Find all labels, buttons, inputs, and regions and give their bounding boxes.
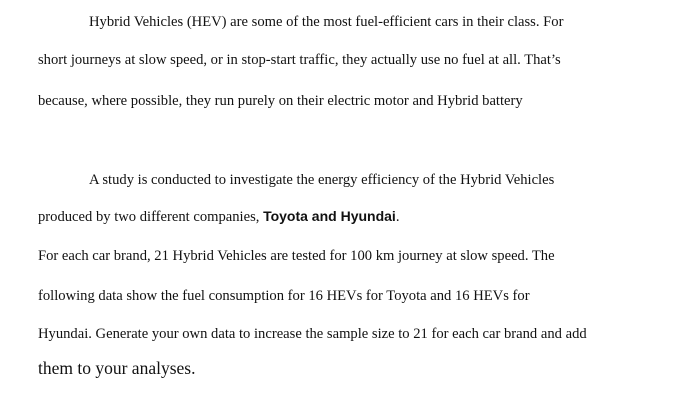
paragraph-1-line-1: Hybrid Vehicles (HEV) are some of the most fuel-efficient cars in their class. For	[89, 14, 564, 30]
paragraph-1-line-2: short journeys at slow speed, or in stop-start traffic, they actually use no fuel at all. That’s	[38, 52, 561, 68]
paragraph-3-line-3: Hyundai. Generate your own data to increase the sample size to 21 for each car brand and add	[38, 326, 587, 342]
paragraph-2-line-2-suffix: .	[395, 209, 400, 225]
paragraph-3-line-1: For each car brand, 21 Hybrid Vehicles are tested for 100 km journey at slow speed. The	[38, 248, 555, 264]
paragraph-3-line-4: them to your analyses.	[38, 358, 196, 378]
paragraph-1-line-3: because, where possible, they run purely on their electric motor and Hybrid battery	[38, 93, 523, 109]
company-names-emphasis: Toyota and Hyundai	[263, 208, 396, 224]
paragraph-2-line-2-prefix: produced by two different companies,	[38, 209, 264, 225]
paragraph-2-line-1: A study is conducted to investigate the energy efficiency of the Hybrid Vehicles	[89, 172, 555, 188]
paragraph-2-line-2	[38, 207, 399, 226]
paragraph-3-line-2: following data show the fuel consumption for 16 HEVs for Toyota and 16 HEVs for	[38, 288, 530, 304]
